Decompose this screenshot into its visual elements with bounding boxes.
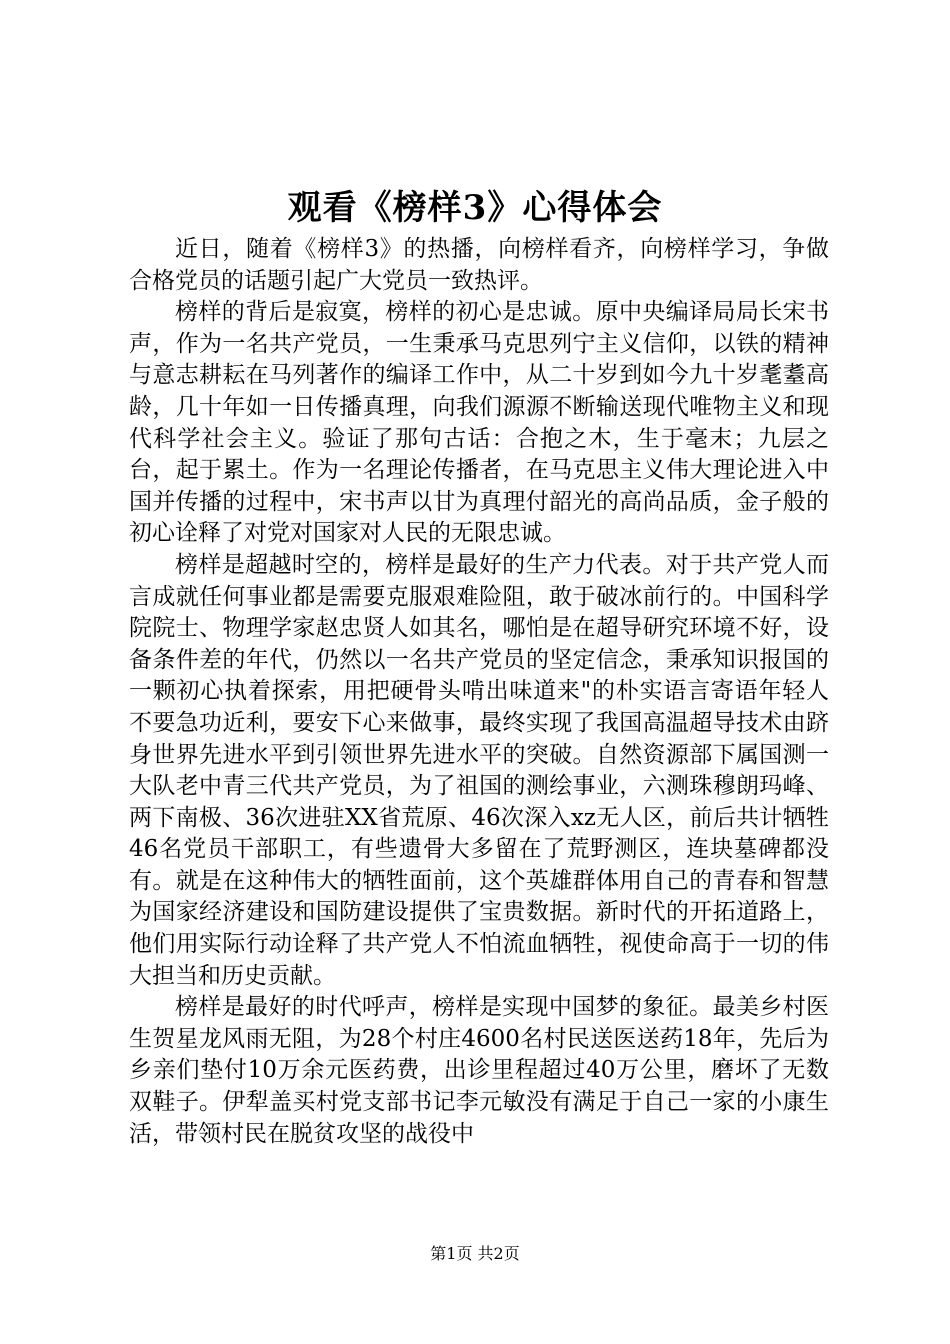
paragraph-3: 榜样是超越时空的，榜样是最好的生产力代表。对于共产党人而言成就任何事业都是需要克服艰难险阻，敢于破冰前行的。中国科学院院士、物理学家赵忠贤人如其名，哪怕是在超导研究环境不好，设备条件差的年代，仍然以一名共产党员的坚定信念，秉承知识报国的一颗初心执着探索，用把硬骨头啃出味道来"的朴实语言寄语年轻人不要急功近利，要安下心来做事，最终实现了我国高温超导技术由跻身世界先进水平到引领世界先进水平的突破。自然资源部下属国测一大队老中青三代共产党员，为了祖国的测绘事业，六测珠穆朗玛峰、两下南极、36次进驻XX省荒原、46次深入xz无人区，前后共计牺牲46名党员干部职工，有些遗骨大多留在了荒野测区，连块墓碑都没有。就是在这种伟大的牺牲面前，这个英雄群体用自己的青春和智慧为国家经济建设和国防建设提供了宝贵数据。新时代的开拓道路上，他们用实际行动诠释了共产党人不怕流血牺牲，视使命高于一切的伟大担当和历史贡献。 bbox=[129, 551, 829, 989]
paragraph-4: 榜样是最好的时代呼声，榜样是实现中国梦的象征。最美乡村医生贺星龙风雨无阻，为28个村庄4600名村民送医送药18年，先后为乡亲们垫付10万余元医药费，出诊里程超过40万公里，磨坏了无数双鞋子。伊犁盖买村党支部书记李元敏没有满足于自己一家的小康生活，带领村民在脱贫攻坚的战役中 bbox=[129, 994, 829, 1147]
document-body bbox=[129, 234, 829, 1150]
paragraph-1: 近日，随着《榜样3》的热播，向榜样看齐，向榜样学习，争做合格党员的话题引起广大党员一致热评。 bbox=[129, 236, 829, 294]
paragraph-2: 榜样的背后是寂寞，榜样的初心是忠诚。原中央编译局局长宋书声，作为一名共产党员，一生秉承马克思列宁主义信仰，以铁的精神与意志耕耘在马列著作的编译工作中，从二十岁到如今九十岁耄耋高龄，几十年如一日传播真理，向我们源源不断输送现代唯物主义和现代科学社会主义。验证了那句古话：合抱之木，生于毫末；九层之台，起于累土。作为一名理论传播者，在马克思主义伟大理论进入中国并传播的过程中，宋书声以甘为真理付韶光的高尚品质，金子般的初心诠释了对党对国家对人民的无限忠诚。 bbox=[129, 299, 829, 547]
page-footer: 第1页 共2页 bbox=[430, 1244, 520, 1263]
document-title: 观看《榜样3》心得体会 bbox=[287, 188, 663, 228]
